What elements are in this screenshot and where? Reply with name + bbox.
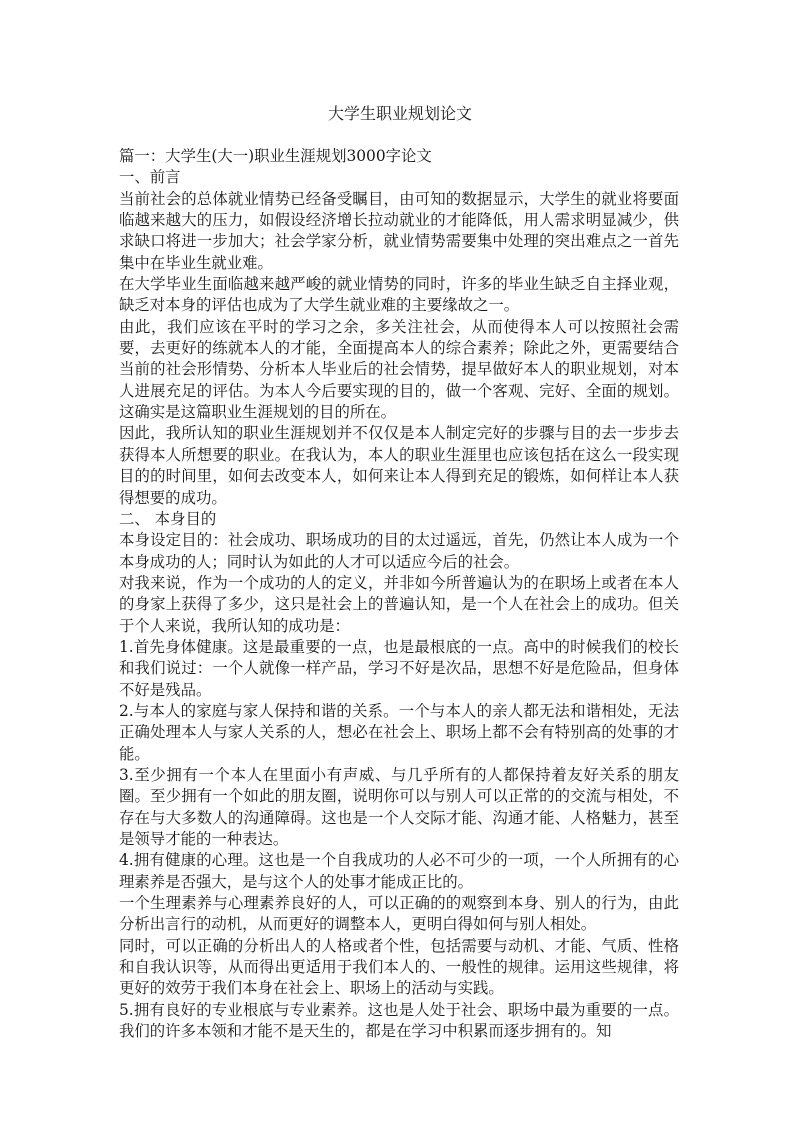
body-paragraph: 本身设定目的：社会成功、职场成功的目的太过遥远，首先，仍然让本人成为一个本身成功的人；同时认为如此的人才可以适应今后的社会。 xyxy=(119,531,679,571)
section-heading: 一、前言 xyxy=(119,168,181,187)
section-heading: 二、 本身目的 xyxy=(119,509,217,528)
body-paragraph: 对我来说，作为一个成功的人的定义，并非如今所普遍认为的在职场上或者在本人的身家上获得了多少，这只是社会上的普遍认知，是一个人在社会上的成功。但关于个人来说，我所认知的成功是： xyxy=(119,573,679,635)
list-item: 3.至少拥有一个本人在里面小有声威、与几乎所有的人都保持着友好关系的朋友圈。至少拥有一个如此的朋友圈，说明你可以与别人可以正常的的交流与相处，不存在与大多数人的沟通障碍。这也是一个人交际才能、沟通才能、人格魅力，甚至是领导才能的一种表达。 xyxy=(119,765,679,848)
body-paragraph: 一个生理素养与心理素养良好的人，可以正确的的观察到本身、别人的行为，由此分析出言行的动机，从而更好的调整本人，更明白得如何与别人相处。 xyxy=(119,894,679,934)
body-paragraph: 同时，可以正确的分析出人的人格或者个性，包括需要与动机、才能、气质、性格和自我认识等，从而得出更适用于我们本人的、一般性的规律。运用这些规律，将更好的效劳于我们本身在社会上、职场上的活动与实践。 xyxy=(119,936,679,998)
body-paragraph: 由此，我们应该在平时的学习之余，多关注社会，从而使得本人可以按照社会需要，去更好的练就本人的才能，全面提高本人的综合素养；除此之外，更需要结合当前的社会形情势、分析本人毕业后的社会情势，提早做好本人的职业规划，对本人进展充足的评估。为本人今后要实现的目的，做一个客观、完好、全面的规划。这确实是这篇职业生涯规划的目的所在。 xyxy=(119,317,679,422)
list-item: 5.拥有良好的专业根底与专业素养。这也是人处于社会、职场中最为重要的一点。我们的许多本领和才能不是天生的，都是在学习中积累而逐步拥有的。知 xyxy=(119,1000,679,1041)
document-body xyxy=(119,146,679,1042)
body-paragraph: 因此，我所认知的职业生涯规划并不仅仅是本人制定完好的步骤与目的去一步步去获得本人所想要的职业。在我认为，本人的职业生涯里也应该包括在这么一段实现目的的时间里，如何去改变本人，如何来让本人得到充足的锻炼，如何样让本人获得想要的成功。 xyxy=(119,424,679,507)
list-item: 2.与本人的家庭与家人保持和谐的关系。一个与本人的亲人都无法和谐相处，无法正确处理本人与家人关系的人，想必在社会上、职场上都不会有特别高的处事的才能。 xyxy=(119,701,679,763)
body-paragraph: 在大学毕业生面临越来越严峻的就业情势的同时，许多的毕业生缺乏自主择业观，缺乏对本身的评估也成为了大学生就业难的主要缘故之一。 xyxy=(119,275,679,315)
body-paragraph: 当前社会的总体就业情势已经备受瞩目，由可知的数据显示，大学生的就业将要面临越来越大的压力，如假设经济增长拉动就业的才能降低，用人需求明显减少，供求缺口将进一步加大；社会学家分析，就业情势需要集中处理的突出难点之一首先集中在毕业生就业难。 xyxy=(119,189,679,272)
list-item: 1.首先身体健康。这是最重要的一点，也是最根底的一点。高中的时候我们的校长和我们说过：一个人就像一样产品，学习不好是次品，思想不好是危险品，但身体不好是残品。 xyxy=(119,637,679,699)
list-item: 4.拥有健康的心理。这也是一个自我成功的人必不可少的一项，一个人所拥有的心理素养是否强大，是与这个人的处事才能成正比的。 xyxy=(119,851,679,891)
section-heading: 篇一：大学生(大一)职业生涯规划3000字论文 xyxy=(119,147,432,165)
document-title: 大学生职业规划论文 xyxy=(327,104,472,123)
